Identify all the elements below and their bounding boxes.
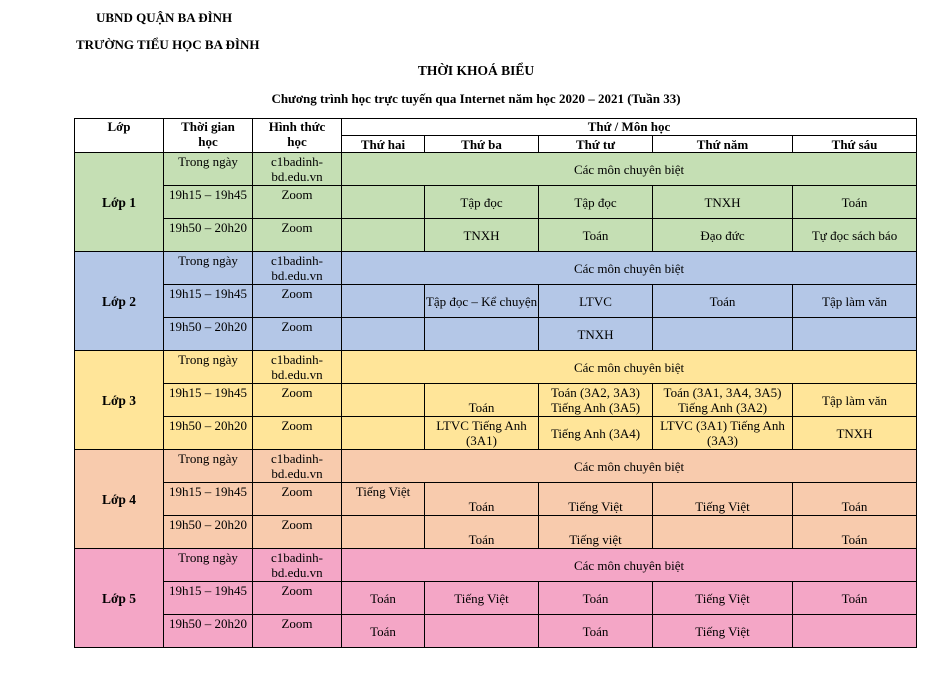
time-cell: Trong ngày [164, 153, 253, 186]
time-cell: 19h15 – 19h45 [164, 186, 253, 219]
form-cell: c1badinh-bd.edu.vn [253, 252, 342, 285]
time-cell: Trong ngày [164, 450, 253, 483]
time-cell: 19h50 – 20h20 [164, 417, 253, 450]
class-name: Lớp 1 [75, 153, 164, 252]
subject-cell: Tiếng Việt [653, 483, 793, 516]
subject-cell: TNXH [653, 186, 793, 219]
school-name: TRƯỜNG TIỂU HỌC BA ĐÌNH [76, 37, 260, 52]
table-row [75, 351, 917, 384]
subject-cell: Toán (3A2, 3A3) Tiếng Anh (3A5) [539, 384, 653, 417]
form-cell: Zoom [253, 582, 342, 615]
subject-cell [425, 318, 539, 351]
form-cell: Zoom [253, 516, 342, 549]
subject-cell: Tập làm văn [793, 384, 917, 417]
header-days-group: Thứ / Môn học [342, 119, 917, 136]
timetable [74, 118, 917, 648]
subject-cell: Tiếng Việt [653, 615, 793, 648]
form-cell: Zoom [253, 186, 342, 219]
subject-cell [342, 219, 425, 252]
subject-cell: Tiếng Anh (3A4) [539, 417, 653, 450]
table-row [75, 450, 917, 483]
header-time: Thời gian học [164, 119, 253, 153]
subject-cell: Tập đọc [425, 186, 539, 219]
time-cell: Trong ngày [164, 351, 253, 384]
time-cell: 19h15 – 19h45 [164, 483, 253, 516]
table-row [75, 549, 917, 582]
special-subjects-cell: Các môn chuyên biệt [342, 450, 917, 483]
table-row [75, 483, 917, 516]
table-row [75, 417, 917, 450]
class-group-5 [75, 549, 917, 648]
subject-cell [342, 417, 425, 450]
header-day: Thứ năm [653, 136, 793, 153]
time-cell: Trong ngày [164, 549, 253, 582]
subject-cell: Toán [342, 582, 425, 615]
subject-cell: Toán [425, 516, 539, 549]
class-name: Lớp 5 [75, 549, 164, 648]
time-cell: 19h50 – 20h20 [164, 615, 253, 648]
subject-cell: LTVC [539, 285, 653, 318]
class-name: Lớp 4 [75, 450, 164, 549]
class-group-1 [75, 153, 917, 252]
table-row [75, 384, 917, 417]
subject-cell [342, 285, 425, 318]
time-cell: 19h15 – 19h45 [164, 285, 253, 318]
table-row [75, 186, 917, 219]
form-cell: Zoom [253, 219, 342, 252]
class-group-4 [75, 450, 917, 549]
form-cell: c1badinh-bd.edu.vn [253, 450, 342, 483]
special-subjects-cell: Các môn chuyên biệt [342, 153, 917, 186]
org-name-line1: UBND QUẬN BA ĐÌNH [96, 10, 233, 25]
table-row [75, 285, 917, 318]
table-row [75, 582, 917, 615]
subject-cell: Tiếng Việt [425, 582, 539, 615]
form-cell: Zoom [253, 384, 342, 417]
special-subjects-cell: Các môn chuyên biệt [342, 252, 917, 285]
subject-cell: Toán [539, 615, 653, 648]
subject-cell [342, 516, 425, 549]
subject-cell: LTVC (3A1) Tiếng Anh (3A3) [653, 417, 793, 450]
subject-cell [342, 318, 425, 351]
subject-cell: Tiếng Việt [539, 483, 653, 516]
class-name: Lớp 3 [75, 351, 164, 450]
subject-cell: TNXH [539, 318, 653, 351]
subject-cell: Tự đọc sách báo [793, 219, 917, 252]
subject-cell: Toán [539, 582, 653, 615]
document-title: THỜI KHOÁ BIỂU [417, 63, 535, 78]
subject-cell [425, 615, 539, 648]
subject-cell: Toán [425, 483, 539, 516]
form-cell: Zoom [253, 285, 342, 318]
subject-cell [342, 186, 425, 219]
form-cell: c1badinh-bd.edu.vn [253, 153, 342, 186]
subject-cell [793, 318, 917, 351]
header-class: Lớp [75, 119, 164, 153]
subject-cell: Toán [539, 219, 653, 252]
form-cell: c1badinh-bd.edu.vn [253, 351, 342, 384]
header-day: Thứ tư [539, 136, 653, 153]
subject-cell: Toán [793, 483, 917, 516]
special-subjects-cell: Các môn chuyên biệt [342, 549, 917, 582]
subject-cell: Toán [793, 516, 917, 549]
header-day: Thứ ba [425, 136, 539, 153]
table-row [75, 615, 917, 648]
subject-cell: Tập đọc – Kể chuyện [425, 285, 539, 318]
subject-cell: TNXH [793, 417, 917, 450]
header-day: Thứ hai [342, 136, 425, 153]
subject-cell: TNXH [425, 219, 539, 252]
table-row [75, 153, 917, 186]
time-cell: 19h15 – 19h45 [164, 384, 253, 417]
form-cell: Zoom [253, 615, 342, 648]
subject-cell: Toán [342, 615, 425, 648]
form-cell: c1badinh-bd.edu.vn [253, 549, 342, 582]
subject-cell: Đạo đức [653, 219, 793, 252]
class-name: Lớp 2 [75, 252, 164, 351]
subject-cell: Tiếng Việt [653, 582, 793, 615]
subject-cell [653, 318, 793, 351]
header-day: Thứ sáu [793, 136, 917, 153]
subject-cell [793, 615, 917, 648]
subject-cell: Toán [425, 384, 539, 417]
time-cell: 19h50 – 20h20 [164, 219, 253, 252]
class-group-2 [75, 252, 917, 351]
subject-cell: Toán [793, 186, 917, 219]
time-cell: Trong ngày [164, 252, 253, 285]
time-cell: 19h15 – 19h45 [164, 582, 253, 615]
table-row [75, 318, 917, 351]
time-cell: 19h50 – 20h20 [164, 516, 253, 549]
special-subjects-cell: Các môn chuyên biệt [342, 351, 917, 384]
table-row [75, 516, 917, 549]
form-cell: Zoom [253, 483, 342, 516]
table-row [75, 252, 917, 285]
subject-cell: Tiếng Việt [342, 483, 425, 516]
subject-cell [653, 516, 793, 549]
time-cell: 19h50 – 20h20 [164, 318, 253, 351]
subject-cell: Tiếng việt [539, 516, 653, 549]
subject-cell: LTVC Tiếng Anh (3A1) [425, 417, 539, 450]
document-subtitle: Chương trình học trực tuyến qua Internet năm học 2020 – 2021 (Tuần 33) [271, 91, 681, 106]
subject-cell: Tập làm văn [793, 285, 917, 318]
header-form: Hình thức học [253, 119, 342, 153]
subject-cell: Toán (3A1, 3A4, 3A5) Tiếng Anh (3A2) [653, 384, 793, 417]
subject-cell [342, 384, 425, 417]
subject-cell: Tập đọc [539, 186, 653, 219]
table-row [75, 219, 917, 252]
subject-cell: Toán [653, 285, 793, 318]
subject-cell: Toán [793, 582, 917, 615]
class-group-3 [75, 351, 917, 450]
form-cell: Zoom [253, 417, 342, 450]
form-cell: Zoom [253, 318, 342, 351]
